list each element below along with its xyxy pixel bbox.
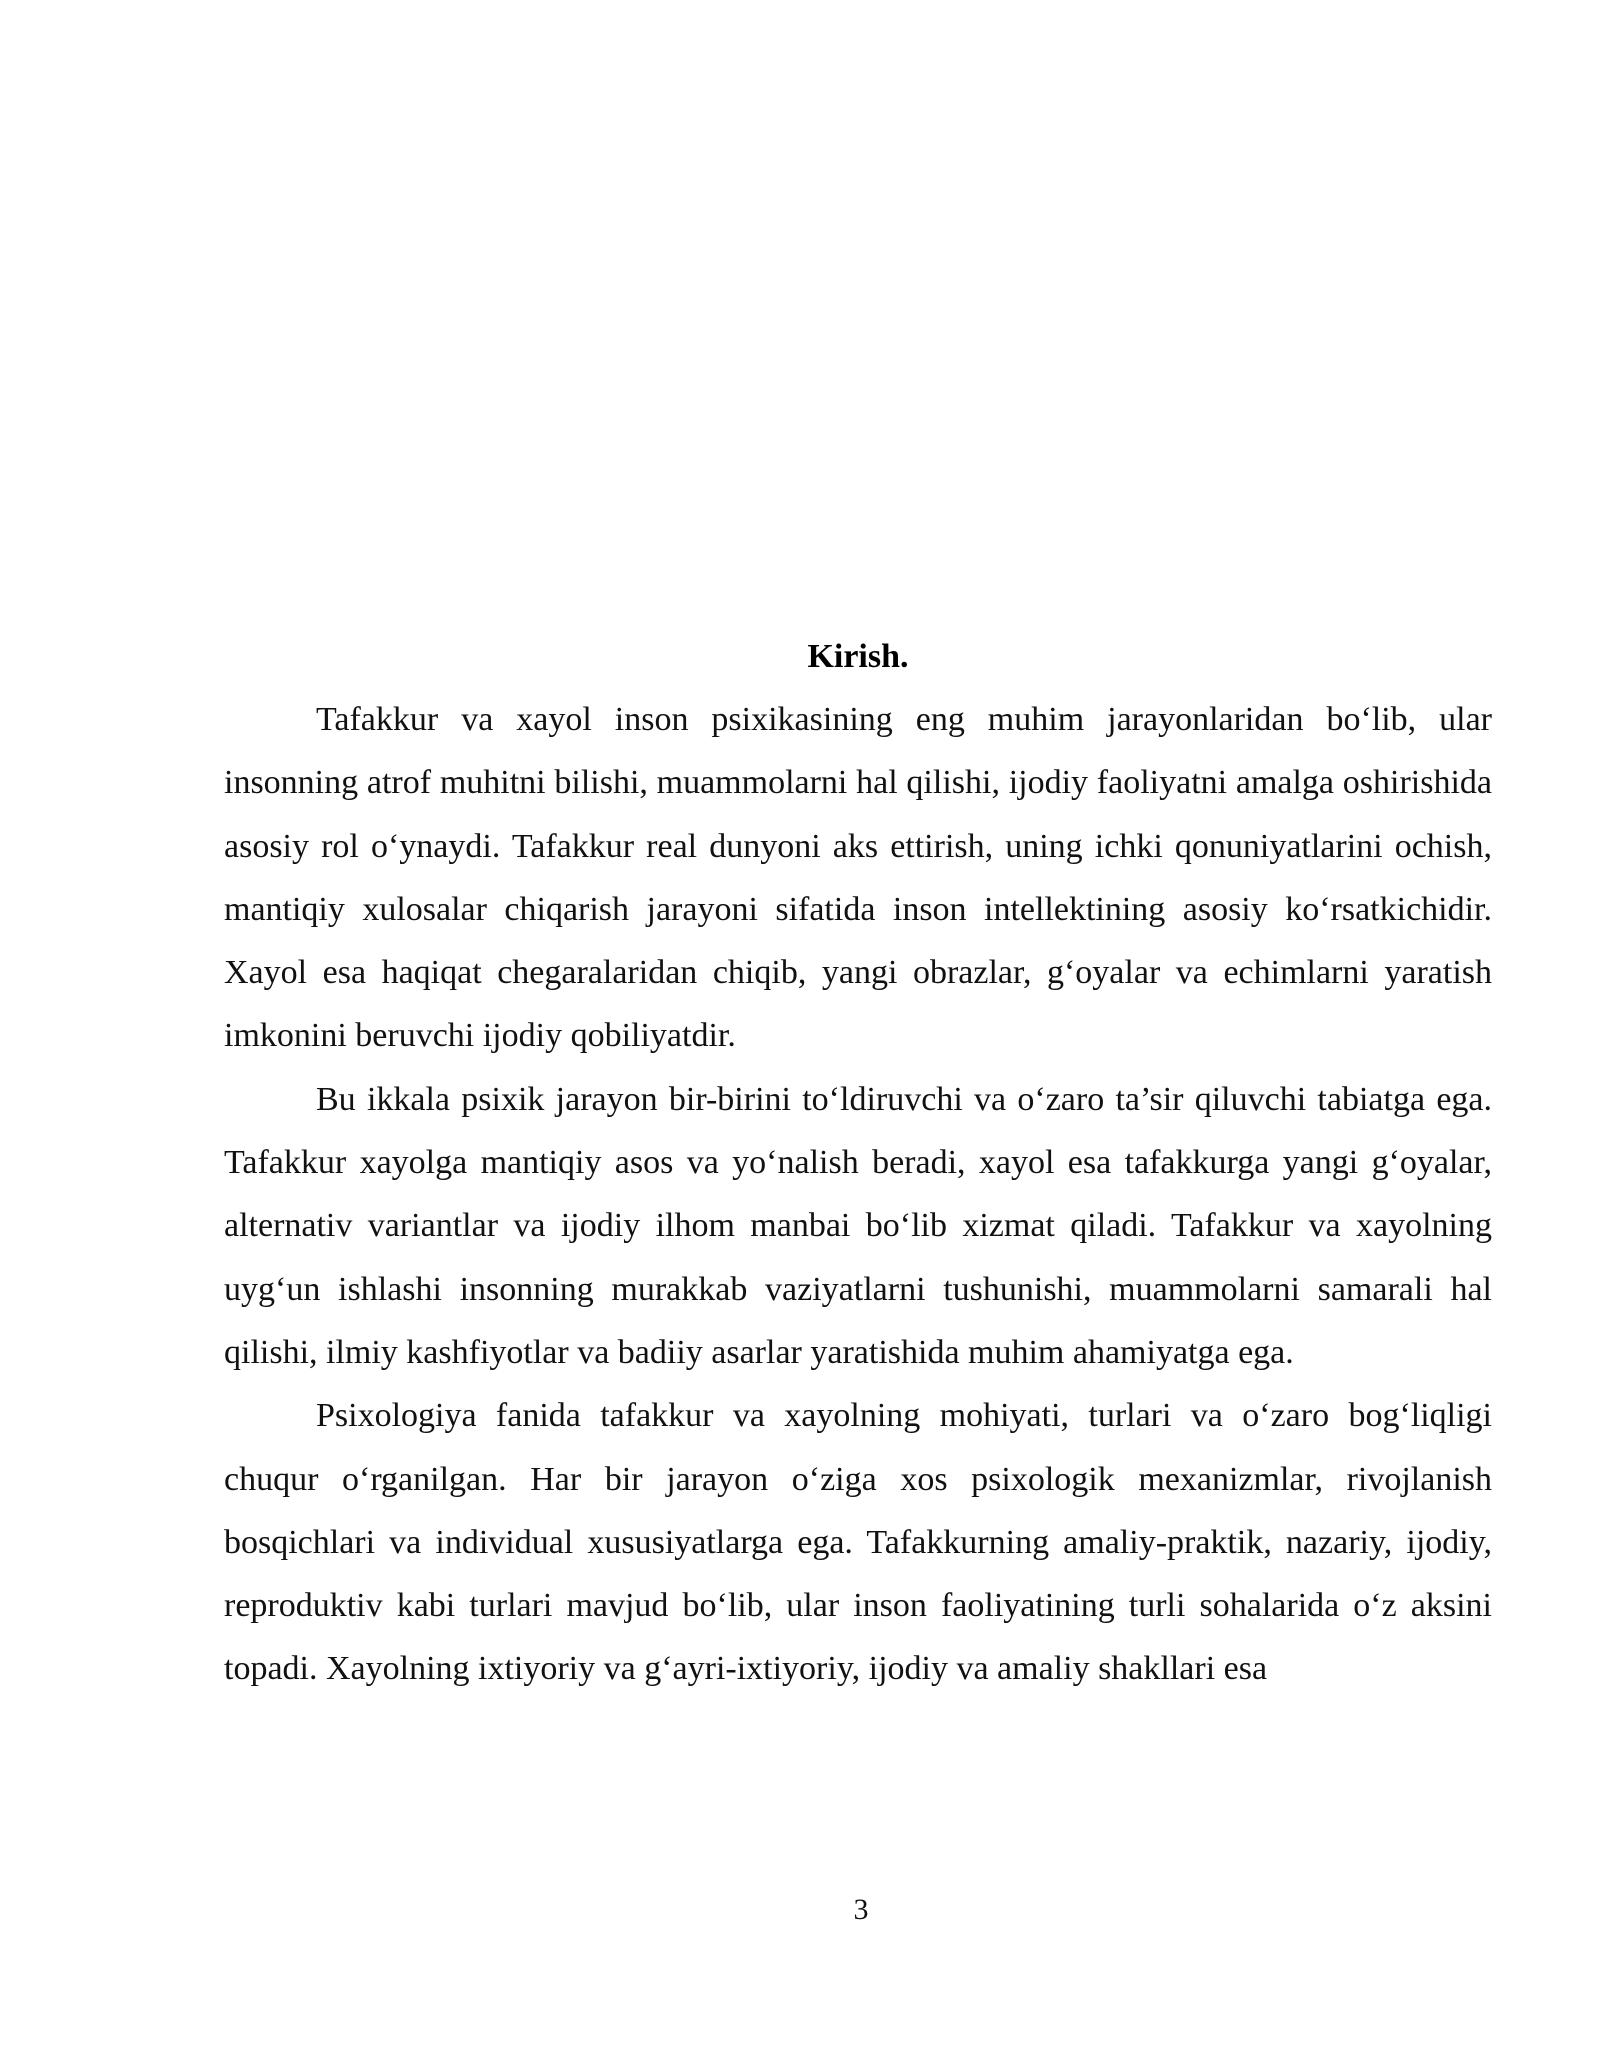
paragraph-1: Tafakkur va xayol inson psixikasining eng muhim jarayonlaridan bo‘lib, ular insonning atrof muhitni bilishi, muammolarni hal qilishi, ijodiy faoliyatni amalga oshirishida asosiy rol o‘ynaydi. Tafakkur real dunyoni aks ettirish, uning ichki qonuniyatlarini ochish, mantiqiy xulosalar chiqarish jarayoni sifatida inson intellektining asosiy ko‘rsatkichidir. Xayol esa haqiqat chegaralaridan chiqib, yangi obrazlar, g‘oyalar va echimlarni yaratish imkonini beruvchi ijodiy qobiliyatdir.: [224, 701, 1492, 1055]
page-body: [224, 626, 1492, 1701]
paragraph-3: Psixologiya fanida tafakkur va xayolning mohiyati, turlari va o‘zaro bog‘liqligi chuqur o‘rganilgan. Har bir jarayon o‘ziga xos psixologik mexanizmlar, rivojlanish bosqichlari va individual xususiyatlarga ega. Tafakkurning amaliy-praktik, nazariy, ijodiy, reproduktiv kabi turlari mavjud bo‘lib, ular inson faoliyatining turli sohalarida o‘z aksini topadi. Xayolning ixtiyoriy va g‘ayri-ixtiyoriy, ijodiy va amaliy shakllari esa: [224, 1397, 1492, 1688]
section-heading: Kirish.: [807, 638, 909, 675]
page-number: 3: [853, 1893, 869, 1926]
paragraph-2: Bu ikkala psixik jarayon bir-birini to‘ldiruvchi va o‘zaro ta’sir qiluvchi tabiatga ega. Tafakkur xayolga mantiqiy asos va yo‘nalish beradi, xayol esa tafakkurga yangi g‘oyalar, alternativ variantlar va ijodiy ilhom manbai bo‘lib xizmat qiladi. Tafakkur va xayolning uyg‘un ishlashi insonning murakkab vaziyatlarni tushunishi, muammolarni samarali hal qilishi, ilmiy kashfiyotlar va badiiy asarlar yaratishida muhim ahamiyatga ega.: [224, 1080, 1492, 1371]
